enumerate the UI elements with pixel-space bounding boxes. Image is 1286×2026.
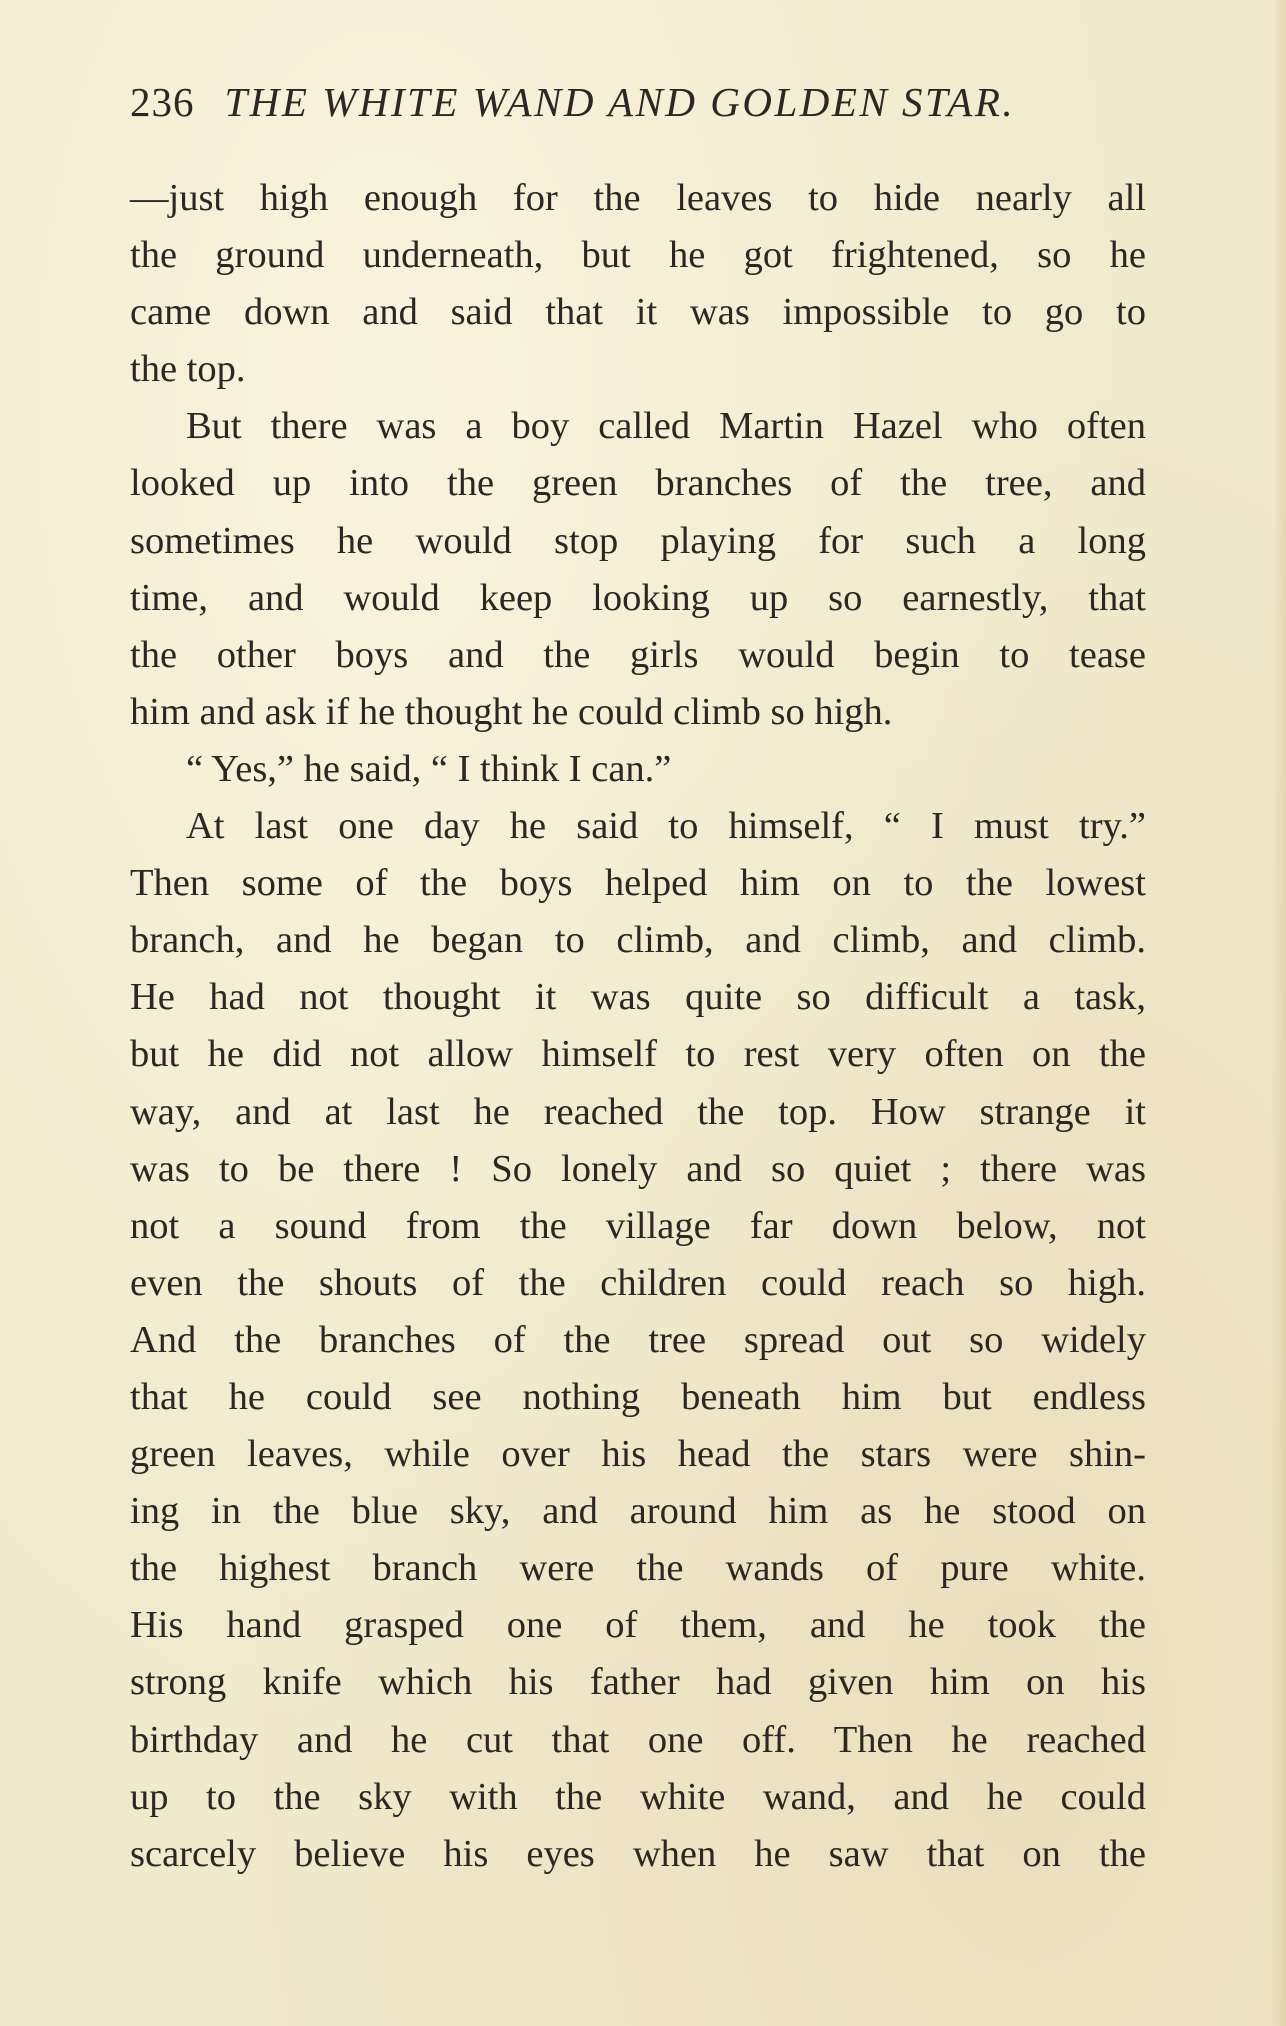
text-line: strong knife which his father had given him on his [130, 1661, 1146, 1704]
text-line: that he could see nothing beneath him but endless [130, 1375, 1146, 1418]
text-line: birthday and he cut that one off. Then he reached [130, 1718, 1146, 1761]
text-line: even the shouts of the children could reach so high. [130, 1261, 1146, 1304]
text-line: up to the sky with the white wand, and he could [130, 1775, 1146, 1818]
text-line: him and ask if he thought he could climb so high. [130, 690, 893, 733]
text-line: not a sound from the village far down below, not [130, 1204, 1146, 1247]
text-line: the top. [130, 348, 246, 391]
text-line: green leaves, while over his head the stars were shin- [130, 1433, 1146, 1476]
running-title: THE WHITE WAND AND GOLDEN STAR. [224, 79, 1016, 125]
text-line: “ Yes,” he said, “ I think I can.” [186, 747, 672, 790]
text-line: And the branches of the tree spread out so widely [130, 1318, 1146, 1361]
text-line: At last one day he said to himself, “ I must try.” [186, 805, 1146, 848]
text-line: Then some of the boys helped him on to the lowest [130, 862, 1146, 905]
text-line: way, and at last he reached the top. How strange it [130, 1090, 1146, 1133]
text-line: —just high enough for the leaves to hide nearly all [130, 177, 1146, 219]
text-line: was to be there ! So lonely and so quiet ; there was [130, 1147, 1146, 1190]
text-line: looked up into the green branches of the tree, and [130, 462, 1146, 505]
text-line: He had not thought it was quite so difficult a task, [130, 976, 1146, 1019]
running-head [130, 78, 1146, 138]
text-line: came down and said that it was impossible to go to [130, 291, 1146, 334]
page-number: 236 [130, 79, 195, 125]
text-line: but he did not allow himself to rest very often on the [130, 1033, 1146, 1076]
text-line: sometimes he would stop playing for such a long [130, 519, 1146, 562]
text-line: ing in the blue sky, and around him as he stood on [130, 1490, 1146, 1533]
text-line: the highest branch were the wands of pure white. [130, 1547, 1146, 1590]
text-line: the other boys and the girls would begin to tease [130, 633, 1146, 676]
text-line: But there was a boy called Martin Hazel who often [186, 405, 1146, 448]
body-text [130, 170, 1146, 1883]
text-line: branch, and he began to climb, and climb, and climb. [130, 919, 1146, 962]
text-line: the ground underneath, but he got frightened, so he [130, 234, 1146, 277]
page-edge-shadow [1272, 0, 1286, 2026]
text-line: scarcely believe his eyes when he saw that on the [130, 1832, 1146, 1875]
text-line: time, and would keep looking up so earnestly, that [130, 576, 1146, 619]
text-line: His hand grasped one of them, and he took the [130, 1604, 1146, 1647]
